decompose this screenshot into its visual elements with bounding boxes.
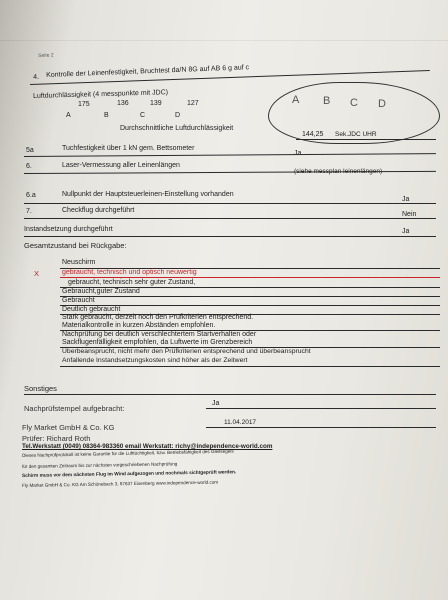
disclaimer-bold: Schirm muss vor dem nächsten Flug im Wind aufgezogen und nochmals sichtgeprüft werden. — [22, 470, 237, 479]
address: Fly Market GmbH & Co. KG Am Schönebach 3, 87637 Eisenberg www.independence-world.com — [22, 479, 219, 488]
air-point-d: D — [175, 112, 181, 119]
condition-option: gebraucht, technisch sehr guter Zustand, — [68, 279, 196, 286]
condition-option: Überbeansprucht, nicht mehr den Prüfkriterien entsprechend und überbeansprucht — [62, 348, 311, 355]
rule — [24, 218, 436, 219]
condition-option: Anfallende Instandsetzungskosten sind höher als der Zeitwert — [62, 357, 248, 364]
company-name: Fly Market GmbH & Co. KG — [22, 423, 115, 432]
stamp-value: Ja — [212, 400, 220, 407]
condition-option: Gebraucht — [62, 297, 95, 304]
condition-option: Deutlich gebraucht — [62, 306, 121, 313]
repair-label: Instandsetzung durchgeführt — [24, 226, 113, 233]
wing-point-d: D — [378, 98, 386, 110]
stamp-label: Nachprüfstempel aufgebracht: — [24, 404, 125, 413]
date-value: 11.04.2017 — [224, 419, 257, 426]
air-point-b: B — [104, 112, 109, 119]
condition-option: Materialkontrolle in kurzen Abständen empfohlen. — [62, 322, 216, 329]
inspector: Prüfer: Richard Roth — [22, 434, 91, 443]
disclaimer: Dieses Nachprüfprotokoll ist keine Garantie für die Lufttüchtigkeit, bzw. Betriebsfähigkeit des Gleitsegels — [22, 448, 234, 458]
row-5a-label: Tuchfestigkeit über 1 kN gem. Bettsometer — [62, 145, 195, 152]
page-fragment: Seite 2 — [38, 52, 54, 59]
row-7-number: 7. — [26, 208, 32, 215]
rule — [206, 408, 436, 409]
row-5a-number: 5a — [26, 147, 34, 154]
section-number: 4. — [33, 73, 40, 81]
condition-option: Gebraucht,guter Zustand — [62, 288, 140, 295]
wing-point-a: A — [292, 94, 300, 106]
air-point-a: A — [66, 112, 71, 119]
condition-option: Stark gebraucht, derzeit noch den Prüfkriterien entsprechend. — [62, 314, 254, 321]
rule — [24, 203, 436, 204]
air-value-c: 139 — [150, 100, 162, 107]
row-6-label: Laser-Vermessung aller Leinenlängen — [62, 162, 180, 169]
condition-option: Sackflugenfälligkeit empfohlen, da Luftwerte im Grenzbereich — [62, 339, 253, 346]
average-unit: Sek.JDC UHR — [335, 131, 377, 138]
air-value-b: 136 — [117, 100, 129, 107]
rule — [24, 394, 436, 395]
condition-mark: X — [34, 269, 40, 278]
selected-underline — [60, 277, 440, 278]
air-permeability-label: Luftdurchlässigkeit (4 messpunkte mit JDC) — [33, 89, 169, 100]
wing-point-c: C — [350, 97, 358, 109]
rule — [206, 427, 436, 428]
condition-option: Neuschirm — [62, 259, 96, 266]
rule — [60, 296, 440, 297]
average-label: Durchschnittliche Luftdurchlässigkeit — [120, 125, 234, 132]
contact-line: Tel.Werkstatt (0049) 08364-983360 email Werkstatt: richy@independence-world.com — [22, 443, 273, 450]
average-value: 144,25 — [302, 131, 324, 138]
row-6a-value: Ja — [402, 196, 410, 203]
wing-point-b: B — [323, 95, 331, 107]
air-point-c: C — [140, 112, 146, 119]
row-7-label: Checkflug durchgeführt — [62, 207, 135, 214]
row-6a-number: 6.a — [26, 192, 36, 199]
rule — [24, 236, 436, 237]
air-value-a: 175 — [78, 101, 90, 108]
condition-option: Nachprüfung bei deutlich verschlechtertem Startverhalten oder — [62, 331, 257, 338]
rule — [296, 139, 436, 140]
row-7-value: Nein — [402, 211, 417, 218]
section-title: Kontrolle der Leinenfestigkeit, Bruchtest da/N 8G auf AB 6 g auf c — [46, 64, 250, 79]
repair-value: Ja — [402, 228, 410, 235]
air-value-d: 127 — [187, 100, 199, 107]
row-6a-label: Nullpunkt der Hauptsteuerleinen-Einstellung vorhanden — [62, 191, 234, 198]
rule — [60, 366, 440, 367]
disclaimer: für den gesamten Zeitraum bis zur nächsten vorgeschriebenen Nachprüfung — [22, 461, 178, 469]
paper-fold — [0, 40, 448, 41]
rule — [24, 153, 436, 157]
condition-option-selected: gebraucht, technisch und optisch neuwertig — [62, 269, 197, 276]
misc-label: Sonstiges — [24, 384, 57, 393]
condition-title: Gesamtzustand bei Rückgabe: — [24, 241, 127, 250]
row-6-number: 6. — [26, 163, 32, 170]
